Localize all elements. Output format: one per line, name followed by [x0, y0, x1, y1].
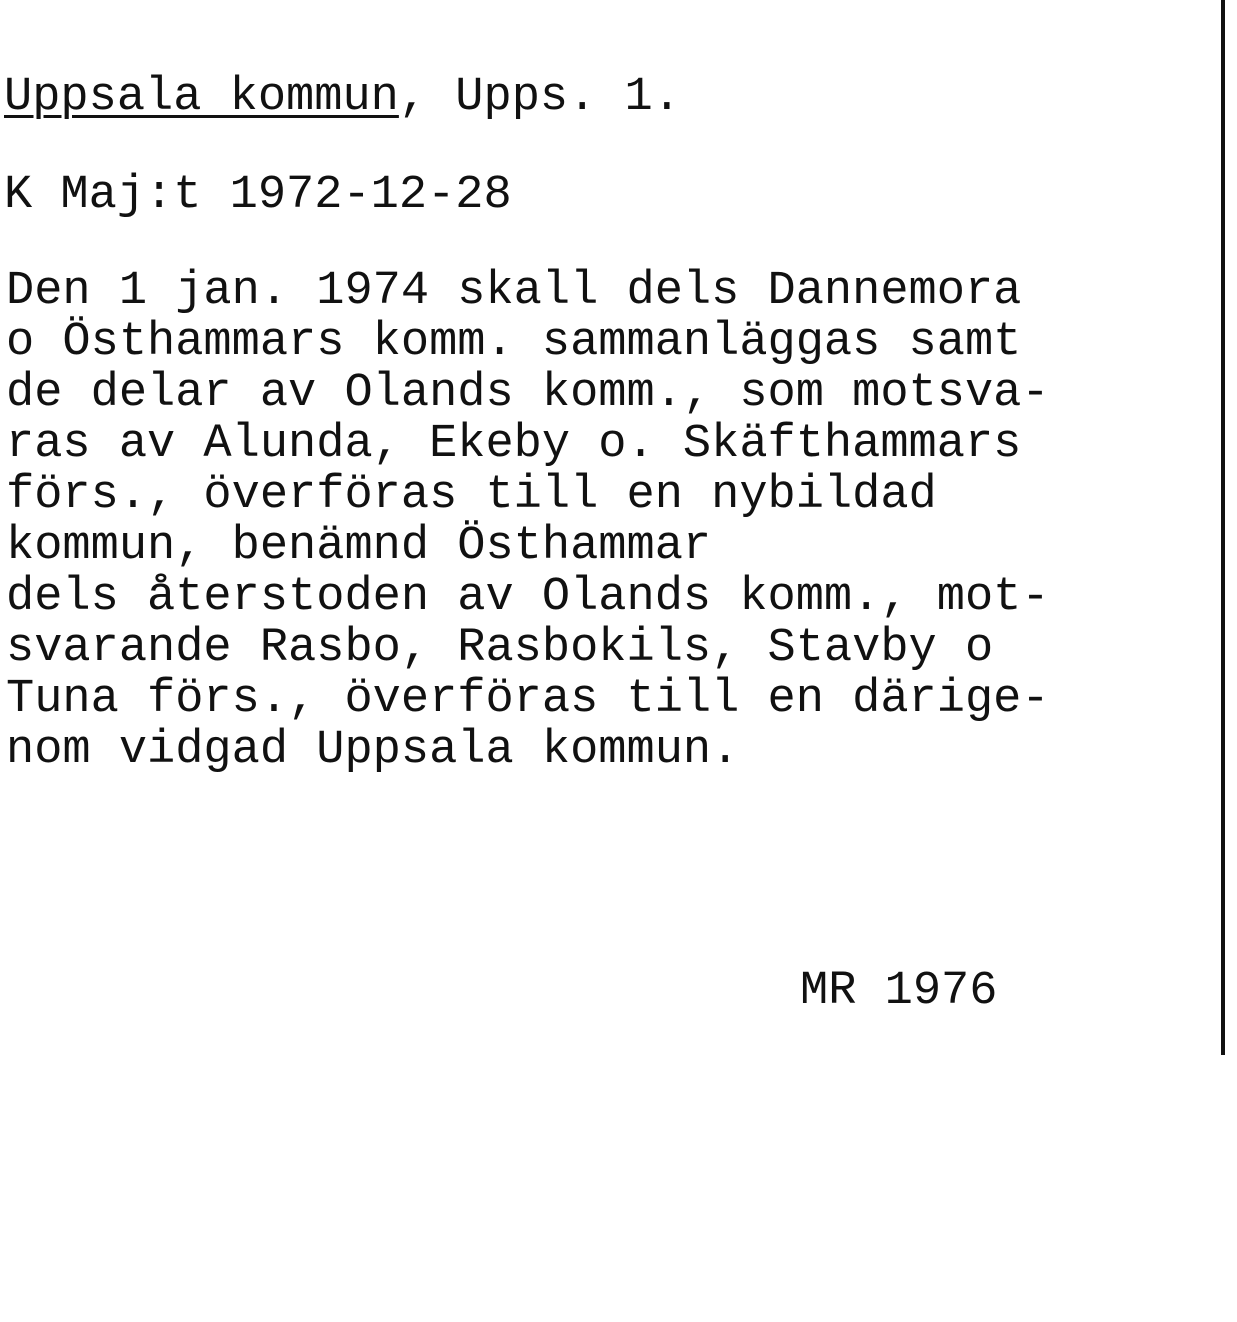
heading-rest: , Upps. 1.: [398, 71, 681, 124]
heading-place-name: Uppsala kommun: [4, 71, 399, 124]
decision-date-line: K Maj:t 1972-12-28: [4, 169, 512, 222]
card-heading: [4, 68, 681, 128]
body-line-6: kommun, benämnd Östhammar: [6, 520, 712, 573]
body-line-7: dels återstoden av Olands komm., mot-: [6, 571, 1050, 624]
body-line-1: Den 1 jan. 1974 skall dels Dannemora: [6, 265, 1022, 318]
body-line-2: o Östhammars komm. sammanläggas samt: [6, 316, 1022, 369]
signature-mark: MR 1976: [800, 965, 998, 1018]
body-line-4: ras av Alunda, Ekeby o. Skäfthammars: [6, 418, 1022, 471]
card-body-text: [6, 266, 1186, 776]
body-line-5: förs., överföras till en nybildad: [6, 469, 937, 522]
body-line-3: de delar av Olands komm., som motsva-: [6, 367, 1050, 420]
body-line-10: nom vidgad Uppsala kommun.: [6, 724, 740, 777]
card-edge-line: [1221, 0, 1225, 1055]
body-line-9: Tuna förs., överföras till en därige-: [6, 673, 1050, 726]
body-line-8: svarande Rasbo, Rasbokils, Stavby o: [6, 622, 994, 675]
